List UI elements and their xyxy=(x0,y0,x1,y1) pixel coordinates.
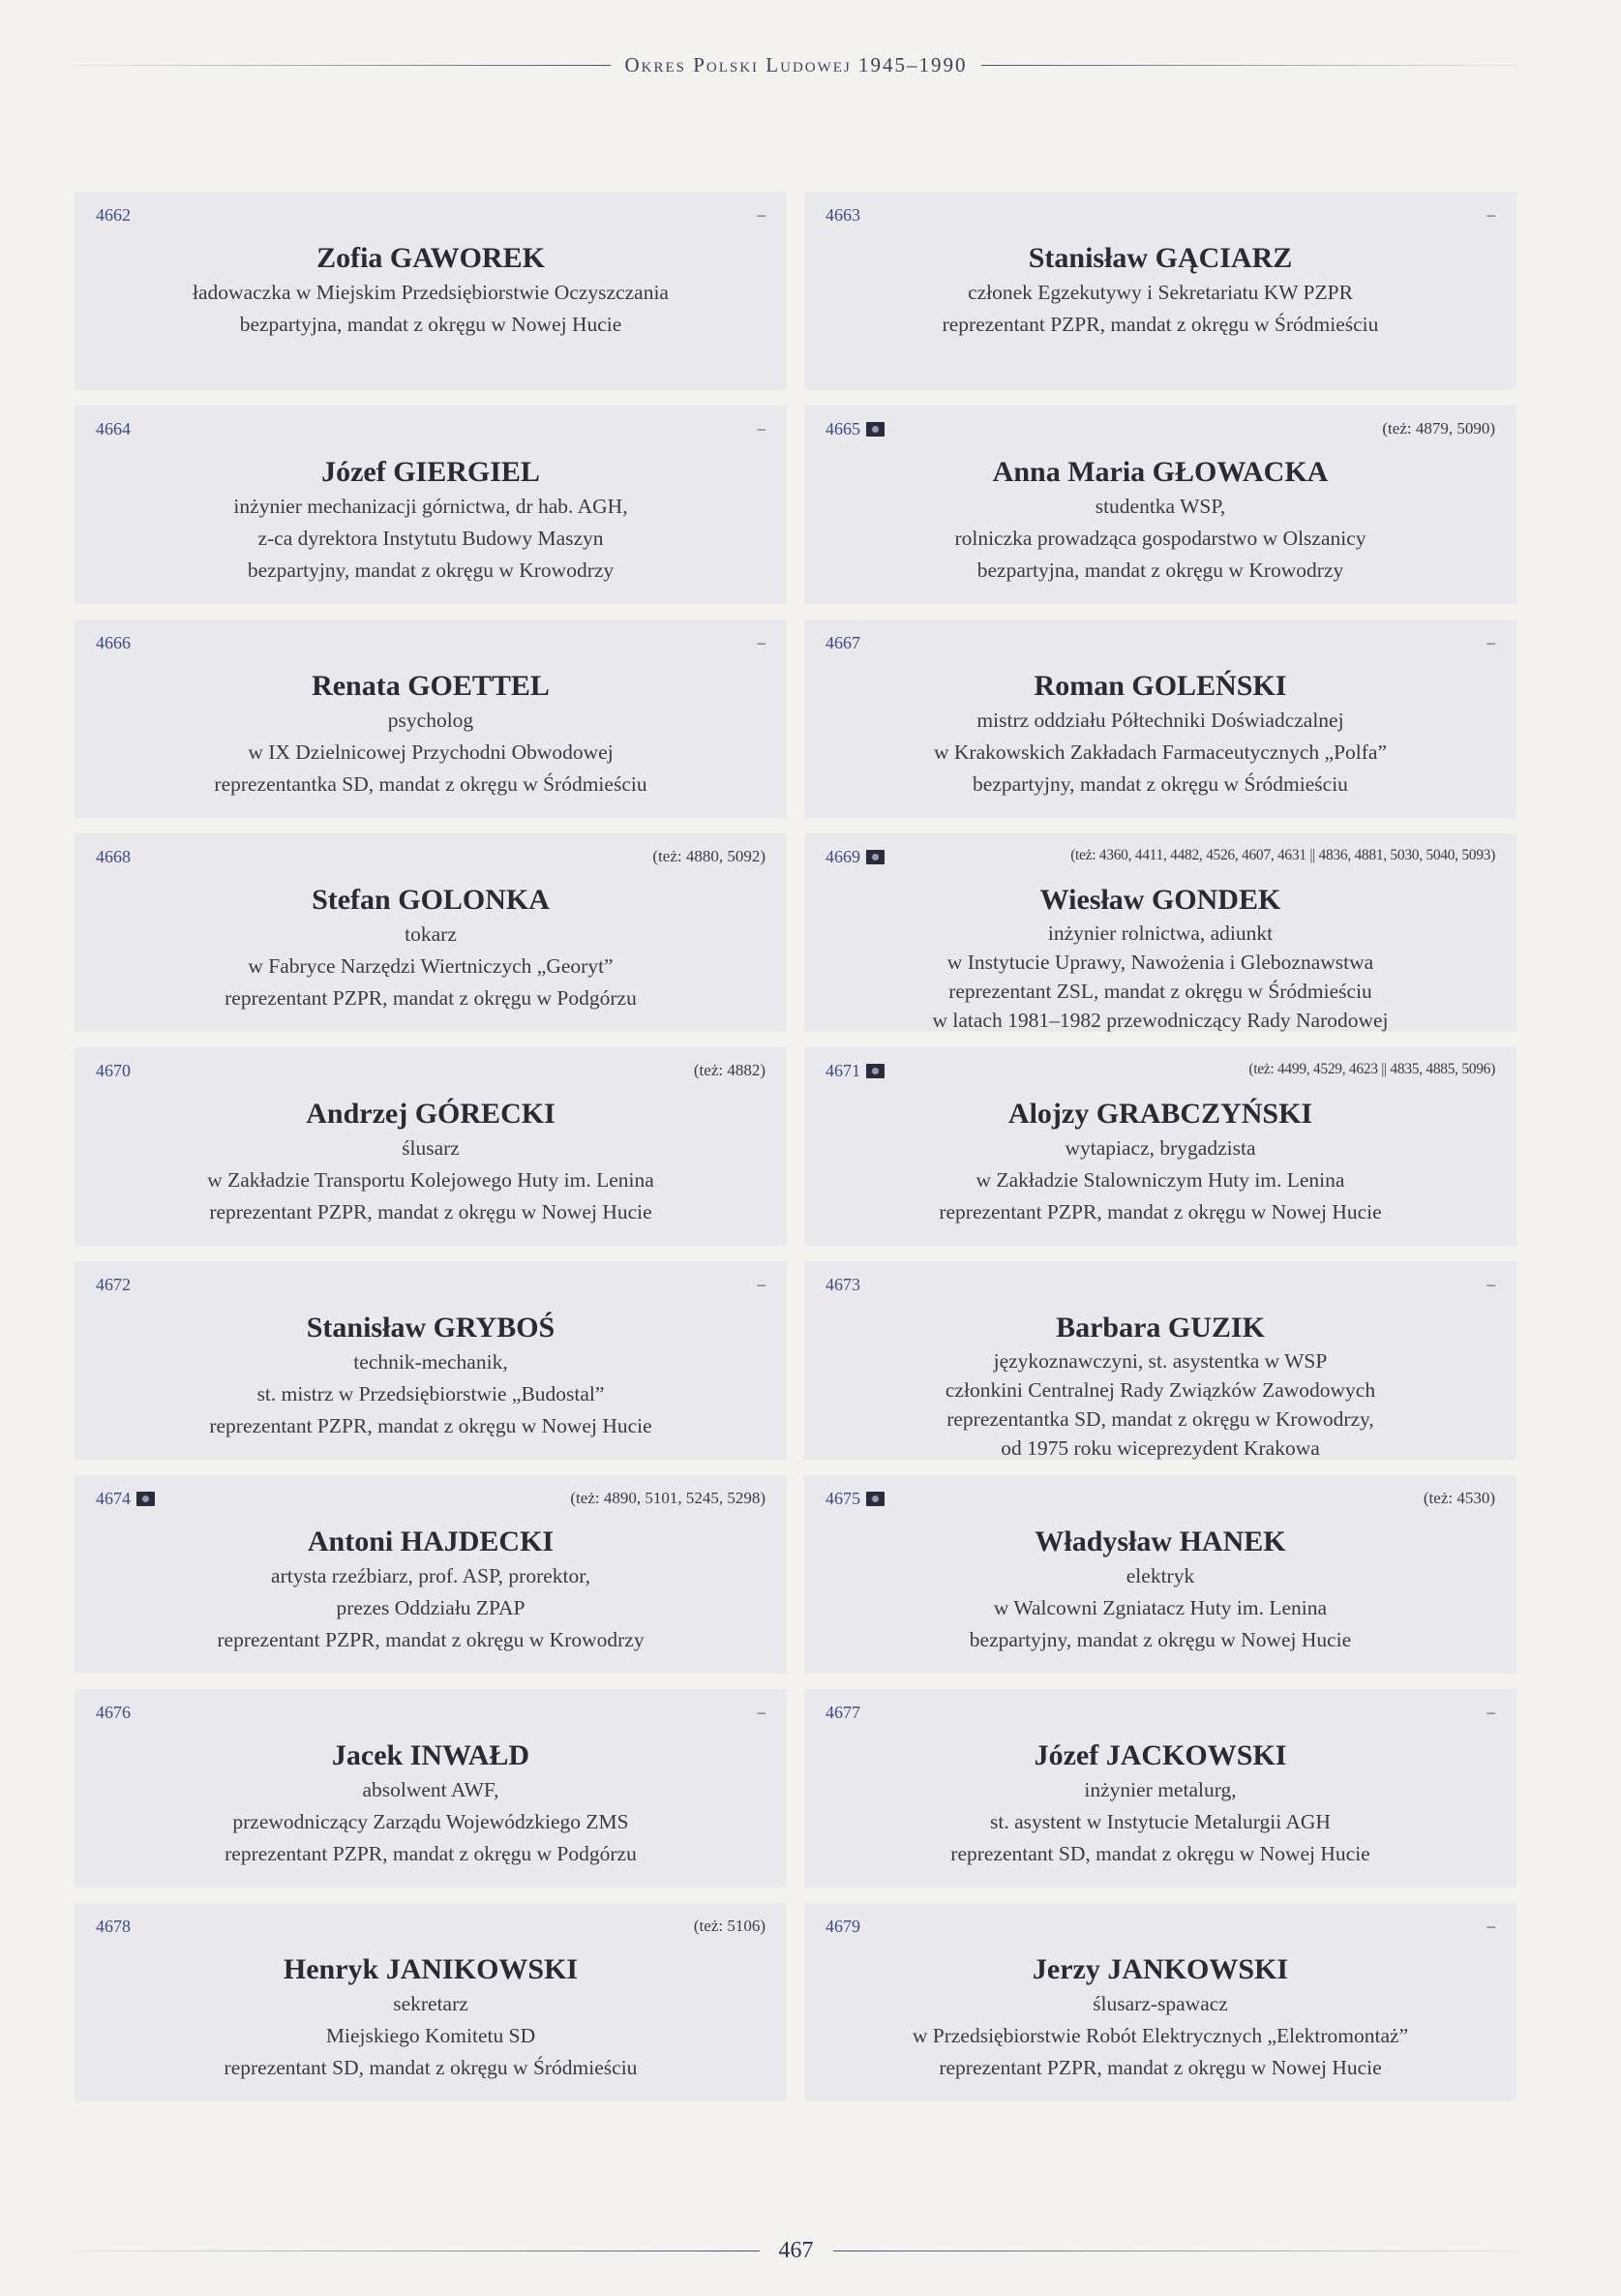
entry-name: Władysław HANEK xyxy=(1035,1526,1286,1557)
entry-description-line: ładowaczka w Miejskim Przedsiębiorstwie Oczyszczania xyxy=(193,281,669,304)
entry-description-line: bezpartyjny, mandat z okręgu w Nowej Hucie xyxy=(969,1628,1352,1651)
entry-description-line: wytapiacz, brygadzista xyxy=(1065,1136,1256,1160)
entry-name: Józef JACKOWSKI xyxy=(1034,1739,1287,1771)
entry-description-line: psycholog xyxy=(387,709,474,732)
entry-description-line: reprezentant PZPR, mandat z okręgu w Podgórzu xyxy=(225,1842,637,1865)
entry-description-line: w Zakładzie Transportu Kolejowego Huty im. Lenina xyxy=(207,1168,654,1192)
entry-number-text: 4673 xyxy=(826,1275,860,1294)
entry-description-line: w Przedsiębiorstwie Robót Elektrycznych „Elektromontaż” xyxy=(912,2024,1409,2047)
entry-crossref: – xyxy=(1486,205,1495,224)
entry-name: Stanisław GĄCIARZ xyxy=(1028,242,1293,274)
entry-description-line: inżynier metalurg, xyxy=(1084,1778,1237,1801)
entry-name: Zofia GAWOREK xyxy=(316,242,545,274)
entry-crossref: – xyxy=(1486,1275,1495,1293)
entry-number-text: 4669 xyxy=(826,847,860,866)
entries-grid xyxy=(75,192,1516,2101)
entry-description-line: członkini Centralnej Rady Związków Zawodowych xyxy=(945,1378,1376,1402)
entry-number xyxy=(96,1917,131,1937)
entry-crossref: (też: 5106) xyxy=(693,1917,765,1935)
entry-description-line: reprezentant PZPR, mandat z okręgu w Śródmieściu xyxy=(942,313,1379,336)
entry-description-line: w Instytucie Uprawy, Nawożenia i Gleboznawstwa xyxy=(946,951,1374,974)
entry-card xyxy=(804,192,1516,390)
entry-crossref: – xyxy=(757,1703,765,1721)
entry-description-line: technik-mechanik, xyxy=(353,1350,508,1374)
entry-description-line: z-ca dyrektora Instytutu Budowy Maszyn xyxy=(257,527,604,550)
entry-description-line: bezpartyjny, mandat z okręgu w Śródmieściu xyxy=(973,772,1348,796)
entry-description-line: prezes Oddziału ZPAP xyxy=(336,1596,525,1619)
entry-card xyxy=(75,1475,787,1674)
page-footer xyxy=(73,2236,1519,2265)
entry-name: Stefan GOLONKA xyxy=(312,884,550,916)
entry-number xyxy=(826,633,860,653)
entry-description-line: reprezentant SD, mandat z okręgu w Śródmieściu xyxy=(224,2056,638,2079)
header-rule-right xyxy=(981,65,1519,66)
entry-crossref: – xyxy=(757,1275,765,1293)
entry-number-text: 4679 xyxy=(826,1917,860,1936)
entry-number xyxy=(826,1917,860,1937)
entry-description-line: reprezentant PZPR, mandat z okręgu w Nowej Hucie xyxy=(209,1200,652,1224)
entry-description-line: ślusarz xyxy=(402,1136,460,1160)
entry-description-line: bezpartyjny, mandat z okręgu w Krowodrzy xyxy=(247,559,615,582)
entry-description-line: reprezentant PZPR, mandat z okręgu w Podgórzu xyxy=(225,986,637,1010)
entry-number xyxy=(826,847,885,867)
entry-number xyxy=(96,205,131,226)
entry-description-line: reprezentant PZPR, mandat z okręgu w Nowej Hucie xyxy=(939,1200,1382,1224)
entry-number-text: 4672 xyxy=(96,1275,131,1294)
entry-number xyxy=(96,1703,131,1723)
entry-number xyxy=(96,1489,155,1509)
entry-number xyxy=(826,419,885,439)
entry-description-line: absolwent AWF, xyxy=(362,1778,499,1801)
entry-description-line: Miejskiego Komitetu SD xyxy=(325,2024,536,2047)
entry-crossref: – xyxy=(1486,1917,1495,1935)
entry-description-line: ślusarz-spawacz xyxy=(1093,1992,1228,2015)
entry-crossref: (też: 4530) xyxy=(1423,1489,1495,1507)
entry-description-line: bezpartyjna, mandat z okręgu w Krowodrzy xyxy=(976,559,1344,582)
entry-description-line: reprezentant SD, mandat z okręgu w Nowej Hucie xyxy=(950,1842,1370,1865)
entry-card xyxy=(804,1689,1516,1888)
entry-card xyxy=(75,1261,787,1460)
entry-number xyxy=(826,1703,860,1723)
entry-crossref: (też: 4499, 4529, 4623 || 4835, 4885, 5096) xyxy=(1248,1061,1495,1077)
entry-card xyxy=(75,406,787,604)
entry-card xyxy=(804,1903,1516,2101)
entry-description-line: reprezentant PZPR, mandat z okręgu w Krowodrzy xyxy=(217,1628,645,1651)
entry-card xyxy=(804,833,1516,1032)
entry-number-text: 4663 xyxy=(826,205,860,225)
entry-description-line: członek Egzekutywy i Sekretariatu KW PZPR xyxy=(968,281,1353,304)
entry-number xyxy=(96,633,131,653)
entry-number-text: 4662 xyxy=(96,205,131,225)
entry-number xyxy=(96,1275,131,1295)
entry-crossref: (też: 4882) xyxy=(693,1061,765,1079)
camera-icon xyxy=(866,850,885,864)
entry-number xyxy=(826,1275,860,1295)
entry-description-line: reprezentant PZPR, mandat z okręgu w Nowej Hucie xyxy=(939,2056,1382,2079)
entry-name: Anna Maria GŁOWACKA xyxy=(992,456,1329,488)
entry-crossref: (też: 4360, 4411, 4482, 4526, 4607, 4631 || 4836, 4881, 5030, 5040, 5093) xyxy=(1070,847,1495,863)
entry-number-text: 4671 xyxy=(826,1061,860,1080)
entry-description-line: w Fabryce Narzędzi Wiertniczych „Georyt” xyxy=(248,954,614,978)
entry-name: Andrzej GÓRECKI xyxy=(306,1098,555,1130)
entry-card xyxy=(75,833,787,1032)
entry-description-line: inżynier mechanizacji górnictwa, dr hab. AGH, xyxy=(233,495,628,518)
entry-description-line: tokarz xyxy=(405,922,457,946)
entry-card xyxy=(75,619,787,818)
entry-number-text: 4665 xyxy=(826,419,860,438)
entry-description-line: w Zakładzie Stalowniczym Huty im. Lenina xyxy=(976,1168,1345,1192)
entry-number xyxy=(96,419,131,439)
entry-name: Stanisław GRYBOŚ xyxy=(306,1312,555,1344)
entry-number-text: 4668 xyxy=(96,847,131,866)
entry-number-text: 4664 xyxy=(96,419,131,438)
entry-number xyxy=(826,1061,885,1081)
entry-description-line: rolniczka prowadząca gospodarstwo w Olszanicy xyxy=(954,527,1366,550)
camera-icon xyxy=(866,1492,885,1506)
entry-description-line: w IX Dzielnicowej Przychodni Obwodowej xyxy=(248,740,614,764)
entry-name: Renata GOETTEL xyxy=(312,670,550,702)
entry-crossref: (też: 4879, 5090) xyxy=(1382,419,1495,438)
entry-number-text: 4666 xyxy=(96,633,131,652)
entry-name: Barbara GUZIK xyxy=(1056,1312,1265,1344)
entry-number-text: 4674 xyxy=(96,1489,131,1508)
entry-name: Alojzy GRABCZYŃSKI xyxy=(1007,1098,1313,1130)
entry-description-line: reprezentantka SD, mandat z okręgu w Krowodrzy, xyxy=(946,1407,1374,1431)
entry-card xyxy=(75,192,787,390)
entry-name: Jacek INWAŁD xyxy=(331,1739,530,1771)
entry-number-text: 4670 xyxy=(96,1061,131,1080)
page-header xyxy=(73,50,1519,79)
entry-description-line: bezpartyjna, mandat z okręgu w Nowej Hucie xyxy=(239,313,622,336)
camera-icon xyxy=(866,422,885,437)
entry-card xyxy=(75,1903,787,2101)
running-title: Okres Polski Ludowej 1945–1990 xyxy=(624,52,968,76)
entry-number xyxy=(826,1489,885,1509)
entry-number-text: 4667 xyxy=(826,633,860,652)
entry-description-line: w Walcowni Zgniatacz Huty im. Lenina xyxy=(993,1596,1328,1619)
entry-description-line: reprezentant ZSL, mandat z okręgu w Śródmieściu xyxy=(948,980,1372,1003)
entry-description-line: w latach 1981–1982 przewodniczący Rady Narodowej xyxy=(932,1009,1389,1032)
entry-name: Jerzy JANKOWSKI xyxy=(1032,1953,1289,1985)
entry-number-text: 4675 xyxy=(826,1489,860,1508)
entry-name: Henryk JANIKOWSKI xyxy=(283,1953,579,1985)
entry-description-line: przewodniczący Zarządu Wojewódzkiego ZMS xyxy=(232,1810,629,1833)
entry-number-text: 4677 xyxy=(826,1703,860,1722)
entry-description-line: st. mistrz w Przedsiębiorstwie „Budostal” xyxy=(256,1382,605,1405)
entry-card xyxy=(75,1689,787,1888)
entry-description-line: językoznawczyni, st. asystentka w WSP xyxy=(993,1349,1328,1373)
entry-description-line: w Krakowskich Zakładach Farmaceutycznych „Polfa” xyxy=(933,740,1388,764)
camera-icon xyxy=(866,1064,885,1078)
entry-card xyxy=(804,619,1516,818)
entry-crossref: (też: 4890, 5101, 5245, 5298) xyxy=(570,1489,765,1507)
entry-name: Józef GIERGIEL xyxy=(321,456,540,488)
camera-icon xyxy=(136,1492,155,1506)
entry-crossref: – xyxy=(757,205,765,224)
entry-description-line: elektryk xyxy=(1126,1564,1195,1587)
entry-card xyxy=(804,1261,1516,1460)
entry-card xyxy=(804,1475,1516,1674)
entry-number xyxy=(96,1061,131,1081)
entry-crossref: (też: 4880, 5092) xyxy=(652,847,765,865)
entry-description-line: od 1975 roku wiceprezydent Krakowa xyxy=(1001,1436,1320,1460)
entry-number xyxy=(826,205,860,226)
entry-description-line: mistrz oddziału Półtechniki Doświadczalnej xyxy=(976,709,1344,732)
entry-description-line: reprezentantka SD, mandat z okręgu w Śródmieściu xyxy=(214,772,647,796)
entry-description-line: reprezentant PZPR, mandat z okręgu w Nowej Hucie xyxy=(209,1414,652,1437)
page-number: 467 xyxy=(778,2237,814,2263)
entry-description-line: st. asystent w Instytucie Metalurgii AGH xyxy=(990,1810,1331,1833)
entry-name: Antoni HAJDECKI xyxy=(307,1526,555,1557)
entry-crossref: – xyxy=(1486,633,1495,651)
entry-crossref: – xyxy=(1486,1703,1495,1721)
entry-crossref: – xyxy=(757,633,765,651)
header-rule-left xyxy=(73,65,611,66)
entry-description-line: inżynier rolnictwa, adiunkt xyxy=(1047,921,1274,945)
entry-name: Roman GOLEŃSKI xyxy=(1034,670,1287,702)
entry-name: Wiesław GONDEK xyxy=(1039,884,1281,916)
entry-description-line: studentka WSP, xyxy=(1095,495,1226,518)
entry-description-line: sekretarz xyxy=(393,1992,468,2015)
entry-number xyxy=(96,847,131,867)
entry-card xyxy=(804,1047,1516,1246)
entry-description-line: artysta rzeźbiarz, prof. ASP, prorektor, xyxy=(271,1564,590,1587)
entry-card xyxy=(804,406,1516,604)
entry-card xyxy=(75,1047,787,1246)
entry-number-text: 4678 xyxy=(96,1917,131,1936)
entry-number-text: 4676 xyxy=(96,1703,131,1722)
entry-crossref: – xyxy=(757,419,765,438)
